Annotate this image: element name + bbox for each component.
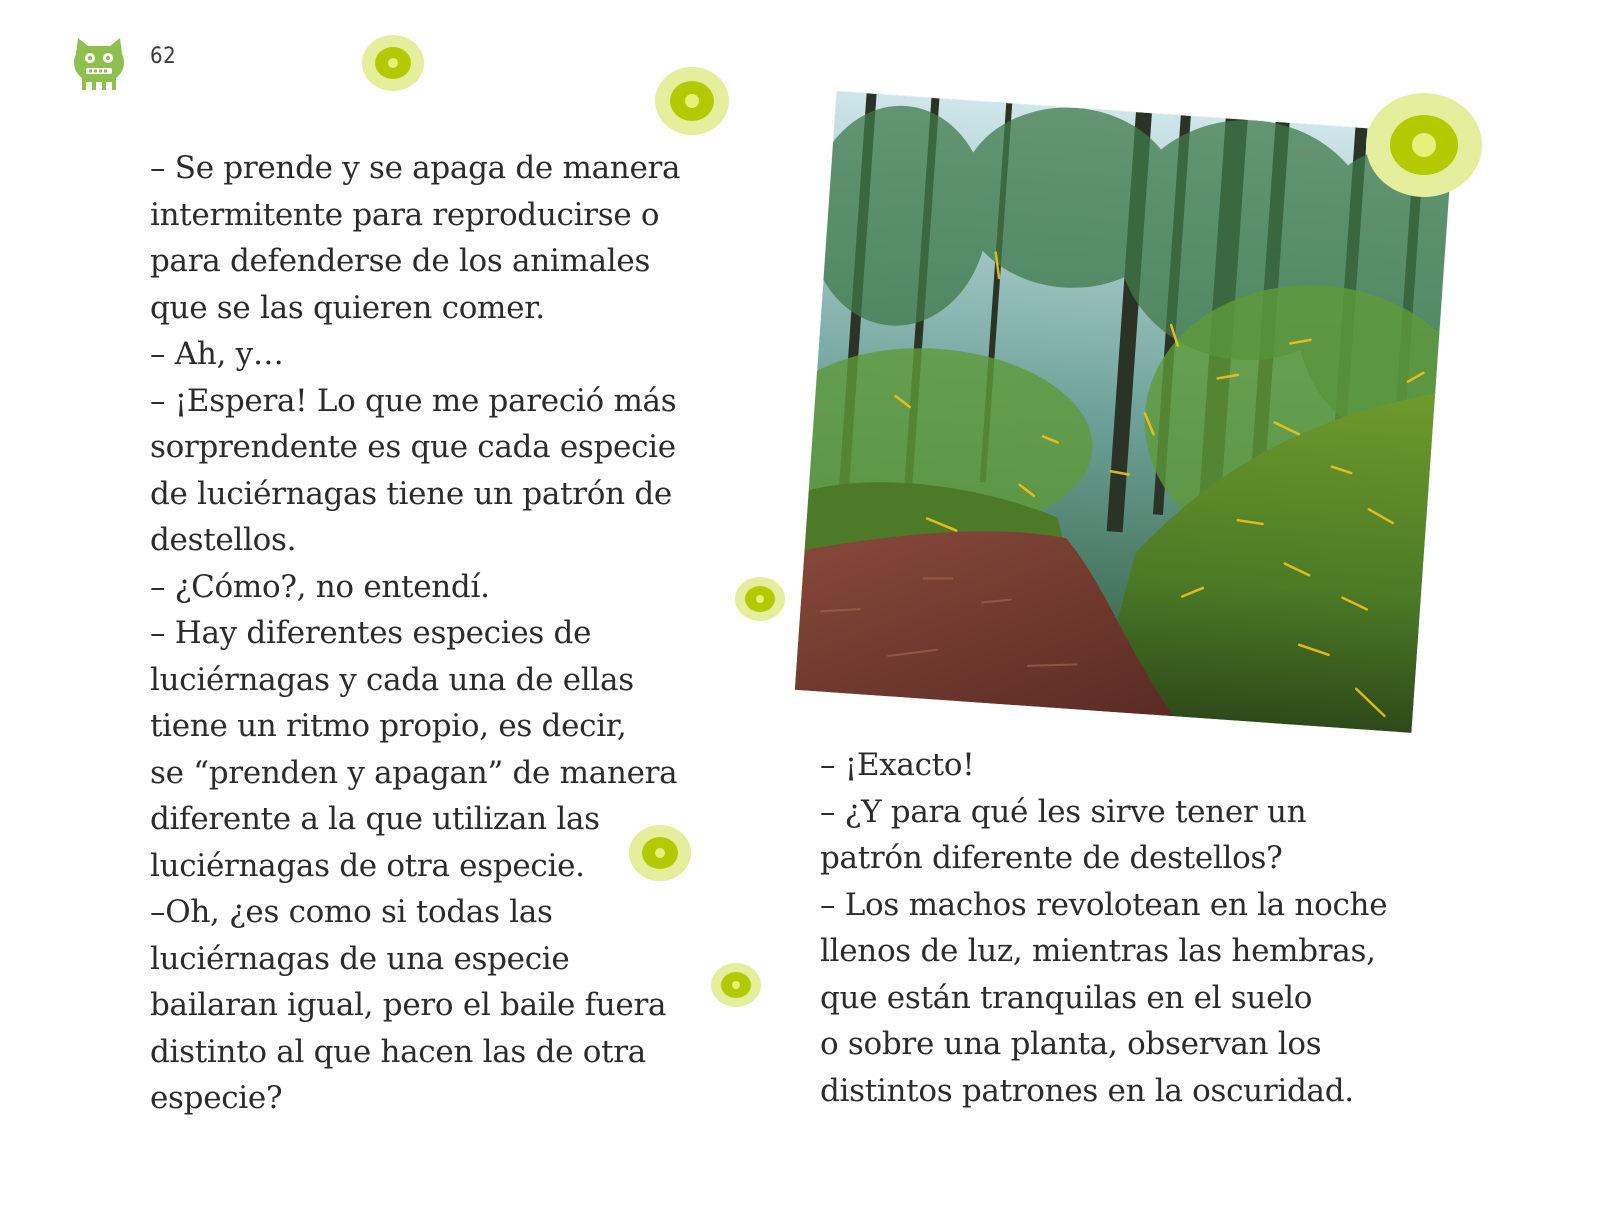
left-text-column xyxy=(150,145,730,1122)
text-line: distinto al que hacen las de otra xyxy=(150,1033,646,1070)
forest-photo xyxy=(795,91,1453,733)
text-line: se “prenden y apagan” de manera xyxy=(150,754,678,791)
text-line: – ¿Cómo?, no entendí. xyxy=(150,568,490,605)
text-line: o sobre una planta, observan los xyxy=(820,1026,1322,1062)
text-line: – Ah, y… xyxy=(150,336,284,372)
text-line: bailaran igual, pero el baile fuera xyxy=(150,987,667,1023)
text-line: – ¡Espera! Lo que me pareció más xyxy=(150,382,677,419)
text-line: distintos patrones en la oscuridad. xyxy=(820,1072,1354,1109)
firefly-icon xyxy=(710,962,762,1008)
text-line: luciérnagas de una especie xyxy=(150,940,570,977)
text-line: – ¡Exacto! xyxy=(820,747,975,783)
text-line: –Oh, ¿es como si todas las xyxy=(150,894,553,930)
text-line: diferente a la que utilizan las xyxy=(150,801,600,837)
text-line: patrón diferente de destellos? xyxy=(820,840,1283,876)
mask-icon xyxy=(72,34,126,92)
text-line: especie? xyxy=(150,1080,283,1116)
text-line: luciérnagas y cada una de ellas xyxy=(150,661,634,698)
firefly-icon xyxy=(361,34,425,92)
text-line: tiene un ritmo propio, es decir, xyxy=(150,708,627,744)
firefly-icon xyxy=(1365,92,1483,198)
text-line: llenos de luz, mientras las hembras, xyxy=(820,933,1376,969)
firefly-icon xyxy=(628,824,692,882)
text-line: intermitente para reproducirse o xyxy=(150,196,660,233)
text-line: que se las quieren comer. xyxy=(150,289,545,326)
text-line: que están tranquilas en el suelo xyxy=(820,979,1313,1016)
text-line: – Los machos revolotean en la noche xyxy=(820,886,1388,923)
text-line: luciérnagas de otra especie. xyxy=(150,847,585,884)
firefly-icon xyxy=(654,66,730,136)
text-line: – Se prende y se apaga de manera xyxy=(150,150,681,186)
firefly-icon xyxy=(734,576,786,622)
text-line: de luciérnagas tiene un patrón de xyxy=(150,475,672,512)
text-line: sorprendente es que cada especie xyxy=(150,429,676,465)
text-line: destellos. xyxy=(150,522,297,558)
text-line: – ¿Y para qué les sirve tener un xyxy=(820,793,1307,830)
text-line: para defenderse de los animales xyxy=(150,243,651,279)
text-line: – Hay diferentes especies de xyxy=(150,615,592,651)
page-number: 62 xyxy=(150,44,177,69)
right-text-column xyxy=(820,742,1440,1114)
